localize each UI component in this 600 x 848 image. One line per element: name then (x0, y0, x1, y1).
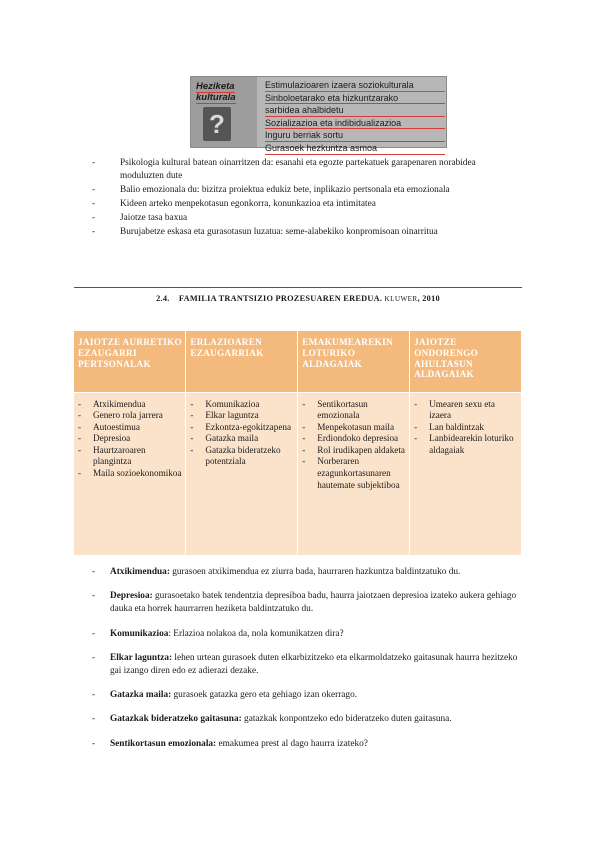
cell-item: - Depresioa (78, 433, 182, 445)
cell-item: - Atxikimendua (78, 399, 182, 411)
definition-item (92, 738, 522, 751)
cell-item: - Genero rola jarrera (78, 410, 182, 422)
cell-list (190, 399, 294, 469)
cell-list (78, 399, 182, 480)
question-mark-icon: ? (203, 107, 231, 141)
definition-item (92, 689, 522, 702)
figure-line: Estimulazioaren izaera soziokulturala (265, 80, 445, 92)
definition-text: : Erlazioa nolakoa da, nola komunikatzen dira? (168, 628, 344, 639)
cell-list (302, 399, 406, 492)
section-number: 2.4. (156, 294, 170, 303)
cell-item: - Haurtzaroaren plangintza (78, 445, 182, 468)
cell-item: - Lanbidearekin loturiko aldagaiak (414, 433, 518, 456)
section-divider (74, 287, 522, 288)
figure-line: Inguru berriak sortu (265, 130, 445, 142)
definition-term: Komunikazioa (110, 628, 169, 639)
table-cell (186, 392, 298, 555)
table-header: JAIOTZE AURRETIKO EZAUGARRI PERTSONALAK (74, 331, 186, 392)
cell-item: - Lan baldintzak (414, 422, 518, 434)
table-cell (298, 392, 410, 555)
cell-item: - Gatazka maila (190, 433, 294, 445)
figure-left-title-line-2: kulturala (196, 92, 236, 103)
table-cell (74, 392, 186, 555)
definition-term: Atxikimendua: (110, 567, 170, 577)
section-heading (74, 294, 522, 303)
table-cell (410, 392, 522, 555)
cell-item: - Menpekotasun maila (302, 422, 406, 434)
definition-item (92, 590, 522, 616)
section-title: FAMILIA TRANTSIZIO PROZESUAREN EREDUA. (178, 294, 383, 303)
definition-item (92, 628, 522, 641)
list-item: - Jaiotze tasa baxua (92, 212, 512, 225)
figure-line: sarbidea ahalbidetu (265, 105, 445, 117)
figure-line: Gurasoek hezkuntza asmoa (265, 143, 445, 155)
list-item: - Burujabetze eskasa eta gurasotasun luzatua: seme-alabekiko konpromisoan oinarritua (92, 226, 512, 239)
definition-item (92, 566, 522, 579)
figure-left-title (196, 81, 256, 103)
section-year: , 2010 (417, 294, 440, 303)
culture-education-figure (190, 76, 447, 153)
definition-text: gurasoen atxikimendua ez ziurra bada, haurraren hazkuntza baldintzatuko du. (169, 567, 461, 577)
table-header: JAIOTZE ONDORENGO AHULTASUN ALDAGAIAK (410, 331, 522, 392)
cell-list (414, 399, 518, 457)
list-item: - Psikologia kultural batean oinarritzen da: esanahi eta egozte partekatuek garapenaren norabidea moduluzten dute (92, 157, 512, 182)
intro-bullet-list (92, 157, 512, 240)
definition-term: Depresioa: (110, 591, 153, 602)
cell-item: - Ezkontza-egokitzapena (190, 422, 294, 434)
definition-text: gurasoek gatazka gero eta gehiago izan okerrago. (171, 690, 358, 701)
definition-text: gatazkak konpontzeko edo bideratzeko duten gaitasuna. (241, 714, 452, 725)
figure-left-title-line-1: Heziketa (196, 81, 235, 92)
figure-line: Sinboloetarako eta hizkuntzarako (265, 93, 445, 105)
definition-text: lehen urtean gurasoek duten elkarbizitzeko eta elkarmoldatzeko gaitasunak haurra hezitzeko gai izango diren edo ez adierazi dezake. (110, 652, 518, 677)
cell-item: - Umearen sexu eta izaera (414, 399, 518, 422)
definition-term: Gatazkak bideratzeko gaitasuna: (110, 714, 242, 725)
list-item: - Kideen arteko menpekotasun egonkorra, konunkazioa eta intimitatea (92, 198, 512, 211)
cell-item: - Komunikazioa (190, 399, 294, 411)
figure-right-text (265, 80, 445, 156)
definition-term: Elkar laguntza: (110, 652, 173, 663)
figure-line: Sozializazioa eta indibidualizazioa (265, 118, 445, 130)
definition-text: gurasoetako batek tendentzia depresiboa badu, haurra jaiotzaen depresioa izateko aukera gehiago dauka eta horrek haurrarren heziketa baldintzatuko du. (110, 591, 517, 615)
definition-item (92, 713, 522, 726)
definition-text: emakumea prest al dago haurra izateko? (216, 738, 368, 749)
cell-item: - Rol irudikapen aldaketa (302, 445, 406, 457)
table-header: EMAKUMEAREKIN LOTURIKO ALDAGAIAK (298, 331, 410, 392)
section-author: KLUWER (384, 295, 418, 303)
definitions-list (92, 566, 522, 751)
cell-item: - Erdiondoko depresioa (302, 433, 406, 445)
list-item: - Balio emozionala du: bizitza proiektua edukiz bete, inplikazio pertsonala eta emozionala (92, 184, 512, 197)
definition-item (92, 652, 522, 678)
transition-model-table (74, 331, 522, 555)
definition-term: Gatazka maila: (110, 690, 172, 701)
cell-item: - Norberaren ezagunkortasunaren hautemate subjektiboa (302, 456, 406, 491)
cell-item: - Elkar laguntza (190, 410, 294, 422)
cell-item: - Sentikortasun emozionala (302, 399, 406, 422)
cell-item: - Autoestimua (78, 422, 182, 434)
figure-left-panel (191, 77, 257, 147)
cell-item: - Maila sozioekonomikoa (78, 468, 182, 480)
definition-term: Sentikortasun emozionala: (110, 738, 217, 749)
table-header: ERLAZIOAREN EZAUGARRIAK (186, 331, 298, 392)
cell-item: - Gatazka bideratzeko potentziala (190, 445, 294, 468)
